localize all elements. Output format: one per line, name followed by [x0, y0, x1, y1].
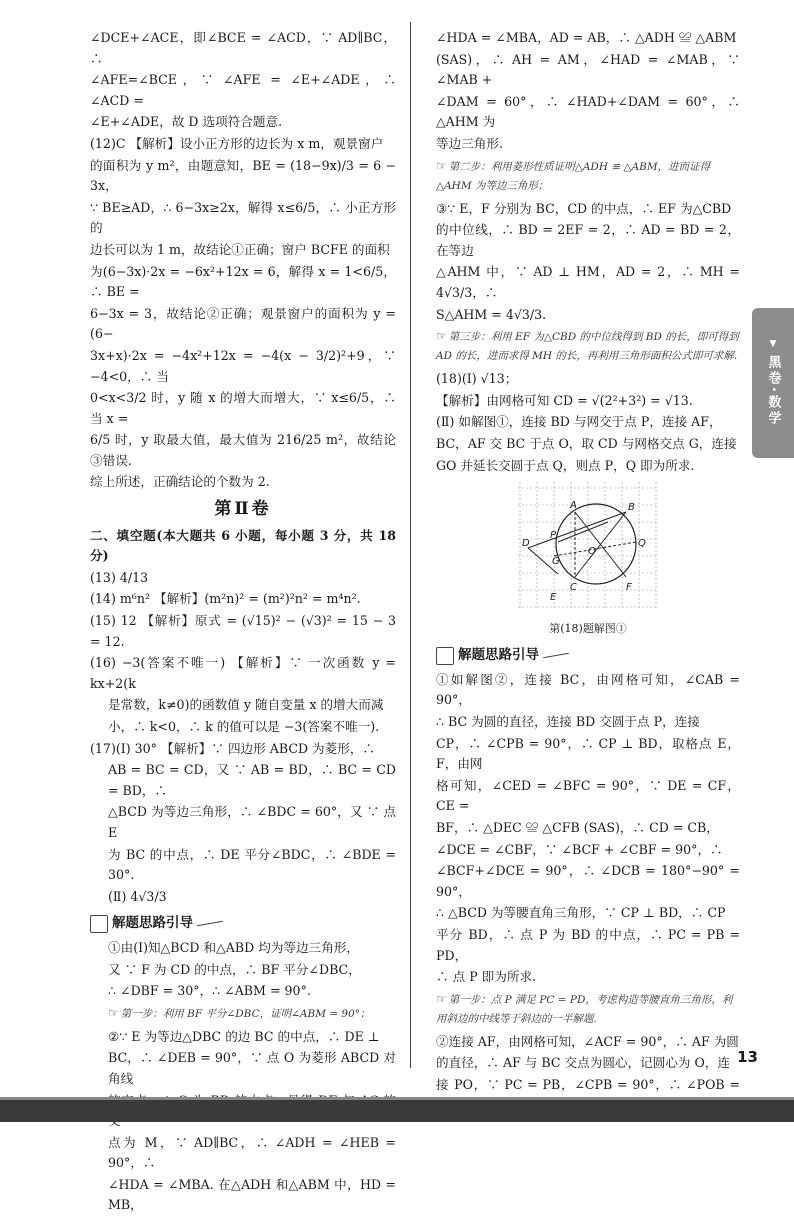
answer-16: (16) −3(答案不唯一) 【解析】∵ 一次函数 y = kx+2(k — [90, 655, 396, 691]
label-F: F — [626, 582, 632, 594]
text-line: 等边三角形. — [436, 135, 503, 151]
text-line: CP，∴ ∠CPB = 90°，∴ CP ⊥ BD，取格点 E，F，由网 — [436, 735, 740, 772]
text-line: 的中位线，∴ BD = 2EF = 2，∴ AD = BD = 2，在等边 — [436, 222, 740, 258]
text-line: ∴ BC 为圆的直径，连接 BD 交圆于点 P，连接 — [436, 714, 700, 730]
fill-blank-header: 二、填空题(本大题共 6 小题，每小题 3 分，共 18 分) — [90, 527, 396, 564]
text-line: ∠AFE=∠BCE，∵ ∠AFE = ∠E+∠ADE，∴ ∠ACD = — [90, 72, 396, 108]
column-divider — [410, 22, 411, 1068]
hand-pointer-icon: ☞ — [436, 158, 447, 173]
figure-caption: 第(18)题解图① — [549, 621, 627, 635]
text-line: ∠DCE+∠ACE，即∠BCE = ∠ACD，∵ AD∥BC，∴ — [90, 30, 396, 66]
text-line: 边长可以为 1 m，故结论①正确；窗户 BCFE 的面积 — [90, 241, 390, 257]
text-line: 3x+x)·2x = −4x²+12x = −4(x − 3/2)²+9，∵ −4<0，∴ 当 — [90, 347, 396, 384]
subject-side-tab — [752, 308, 794, 458]
page-number: 13 — [737, 1048, 758, 1066]
text-line: ∴ ∠DBF = 30°，∴ ∠ABM = 90°. — [108, 983, 311, 999]
text-line: ①如解图②，连接 BC，由网格可知，∠CAB = 90°， — [436, 671, 740, 708]
text-line: S△AHM = 4√3/3. — [436, 306, 547, 322]
answer-13: (13) 4/13 — [90, 569, 149, 585]
answer-14: (14) m⁶n² 【解析】(m²n)² = (m²)²n² = m⁴n². — [90, 591, 361, 607]
label-E: E — [550, 592, 557, 604]
text-line: 为 BC 的中点，∴ DE 平分∠BDC，∴ ∠BDE = 30°. — [108, 846, 396, 883]
text-line: ∠BCF+∠DCE = 90°，∴ ∠DCB = 180°−90° = 90°， — [436, 863, 740, 899]
hand-pointer-icon: ☞ — [436, 991, 447, 1006]
hint-step — [436, 990, 740, 1029]
text-line: 的直径，∴ AF 与 BC 交点为圆心，记圆心为 O，连 — [436, 1055, 730, 1071]
label-O: O — [588, 546, 596, 558]
text-line: BF，∴ △DEC ≌ △CFB (SAS)，∴ CD = CB， — [436, 820, 719, 836]
text-line: (Ⅱ) 4√3/3 — [108, 888, 167, 904]
text-line: 6/5 时，y 取最大值，最大值为 216/25 m²，故结论③错误. — [90, 432, 396, 468]
label-Q: Q — [638, 538, 646, 550]
text-line: (SAS)，∴ AH = AM，∠HAD = ∠MAB，∵ ∠MAB + — [436, 51, 740, 88]
triangle-down-icon: ▼ — [769, 339, 777, 350]
text-line: ③∵ E，F 分别为 BC，CD 的中点，∴ EF 为△CBD — [436, 200, 732, 216]
hint-text: 第二步：利用菱形性质证明△ADH ≌ △ABM，进而证得△AHM 为等边三角形； — [436, 160, 711, 192]
text-line: △BCD 为等边三角形，∴ ∠BDC = 60°，又 ∵ 点 E — [108, 804, 396, 840]
text-line: BC，∴ ∠DEB = 90°，∵ 点 O 为菱形 ABCD 对角线 — [108, 1050, 396, 1086]
text-line: ②∵ E 为等边△DBC 的边 BC 的中点，∴ DE ⊥ — [108, 1028, 380, 1044]
answer-17: (17)(Ⅰ) 30° 【解析】∵ 四边形 ABCD 为菱形，∴ — [90, 740, 376, 756]
label-B: B — [628, 502, 635, 514]
guide-heading — [436, 645, 740, 666]
left-column — [90, 28, 396, 1217]
pencil-note-icon — [436, 647, 454, 665]
text-line: ∠HDA = ∠MBA. 在△ADH 和△ABM 中，HD = MB， — [108, 1176, 396, 1213]
text-line: 点为 M，∵ AD∥BC，∴ ∠ADH = ∠HEB = 90°，∴ — [108, 1134, 396, 1171]
text-line: ∴ 点 P 即为所求. — [436, 969, 537, 985]
label-D: D — [522, 538, 530, 550]
text-line: 是常数，k≠0)的函数值 y 随自变量 x 的增大而减 — [108, 697, 384, 713]
text-line: ∵ BE≥AD，∴ 6−3x≥2x，解得 x≤6/5，∴ 小正方形的 — [90, 199, 396, 236]
text-line: ∠DAM = 60°，∴ ∠HAD+∠DAM = 60°，∴ △AHM 为 — [436, 93, 740, 130]
hand-pointer-icon: ☞ — [436, 329, 447, 344]
hint-step — [436, 327, 740, 366]
label-C: C — [570, 582, 577, 594]
text-line: BC，AF 交 BC 于点 O，取 CD 与网格交点 G，连接 — [436, 435, 737, 451]
text-line: 综上所述，正确结论的个数为 2. — [90, 474, 270, 490]
figure-18 — [436, 482, 740, 639]
answer-15: (15) 12 【解析】原式 = (√15)² − (√3)² = 15 − 3 = 12. — [90, 613, 396, 649]
text-line: ①由(Ⅰ)知△BCD 和△ABD 均为等边三角形， — [108, 939, 359, 955]
text-line: ∠HDA = ∠MBA，AD = AB，∴ △ADH ≌ △ABM — [436, 30, 737, 45]
text-line: 【解析】由网格可知 CD = √(2²+3²) = √13. — [436, 392, 693, 408]
label-A: A — [570, 500, 577, 512]
text-line: 接 PO，∵ PC = PB，∠CPB = 90°，∴ ∠POB = — [436, 1076, 740, 1092]
text-line: 0<x<3/2 时，y 随 x 的增大而增大，∵ x≤6/5，∴ 当 x = — [90, 390, 396, 426]
label-P: P — [550, 530, 557, 542]
guide-underline — [543, 653, 569, 658]
bottom-edge-bar — [0, 1100, 794, 1122]
guide-title: 解题思路引导 — [112, 915, 193, 932]
text-line: 又 ∵ F 为 CD 的中点，∴ BF 平分∠DBC， — [108, 961, 361, 977]
text-line: △AHM 中，∵ AD ⊥ HM，AD = 2，∴ MH = 4√3/3，∴ — [436, 264, 740, 300]
label-G: G — [552, 556, 560, 568]
answer-18: (18)(Ⅰ) √13； — [436, 371, 518, 387]
guide-title: 解题思路引导 — [458, 647, 539, 664]
hint-text: 第三步：利用 EF 为△CBD 的中位线得到 BD 的长，即可得到 AD 的长，进而求得 MH 的长，再利用三角形面积公式即可求解. — [436, 331, 739, 363]
hint-text: 第一步：利用 BF 平分∠DBC，证明∠ABM = 90°； — [120, 1007, 371, 1020]
text-line: 为(6−3x)·2x = −6x²+12x = 6，解得 x = 1<6/5，∴ BE = — [90, 263, 396, 300]
right-column — [436, 28, 740, 1117]
hint-text: 第一步：点 P 满足 PC = PD，考虑构造等腰直角三角形，利用斜边的中线等于斜边的一半解题. — [436, 993, 733, 1025]
grid-circle-figure — [518, 482, 658, 610]
text-line: 格可知，∠CED = ∠BFC = 90°，∵ DE = CF，CE = — [436, 777, 740, 814]
hint-step — [90, 1004, 396, 1024]
pencil-note-icon — [90, 915, 108, 933]
guide-underline — [197, 921, 223, 926]
text-line: 的面积为 y m²，由题意知，BE = (18−9x)/3 = 6 − 3x， — [90, 157, 396, 194]
text-line: AB = BC = CD，又 ∵ AB = BD，∴ BC = CD = BD，∴ — [108, 762, 396, 798]
text-line: GO 并延长交圆于点 Q，则点 P，Q 即为所求. — [436, 457, 695, 473]
hand-pointer-icon: ☞ — [108, 1005, 119, 1020]
guide-heading — [90, 913, 396, 934]
text-line: 平分 BD，∴ 点 P 为 BD 的中点，∴ PC = PB = PD， — [436, 927, 740, 963]
text-line: ∠E+∠ADE，故 D 选项符合题意. — [90, 114, 283, 130]
text-line: ∴ △BCD 为等腰直角三角形，∵ CP ⊥ BD，∴ CP — [436, 905, 726, 921]
hint-step — [436, 157, 740, 196]
section-title: 第Ⅱ卷 — [214, 499, 272, 520]
text-line: ∠DCE = ∠CBF，∵ ∠BCF + ∠CBF = 90°，∴ — [436, 841, 723, 857]
text-line: 小，∴ k<0，∴ k 的值可以是 −3(答案不唯一). — [108, 719, 380, 734]
q12-line: (12)C 【解析】设小正方形的边长为 x m，观景窗户 — [90, 135, 384, 151]
text-line: ②连接 AF，由网格可知，∠ACF = 90°，∴ AF 为圆 — [436, 1033, 739, 1049]
side-tab-label: 黑卷·数学 — [765, 355, 781, 427]
text-line: (Ⅱ) 如解图①，连接 BD 与网交于点 P，连接 AF， — [436, 414, 722, 430]
text-line: 6−3x = 3，故结论②正确；观景窗户的面积为 y = (6− — [90, 305, 396, 342]
